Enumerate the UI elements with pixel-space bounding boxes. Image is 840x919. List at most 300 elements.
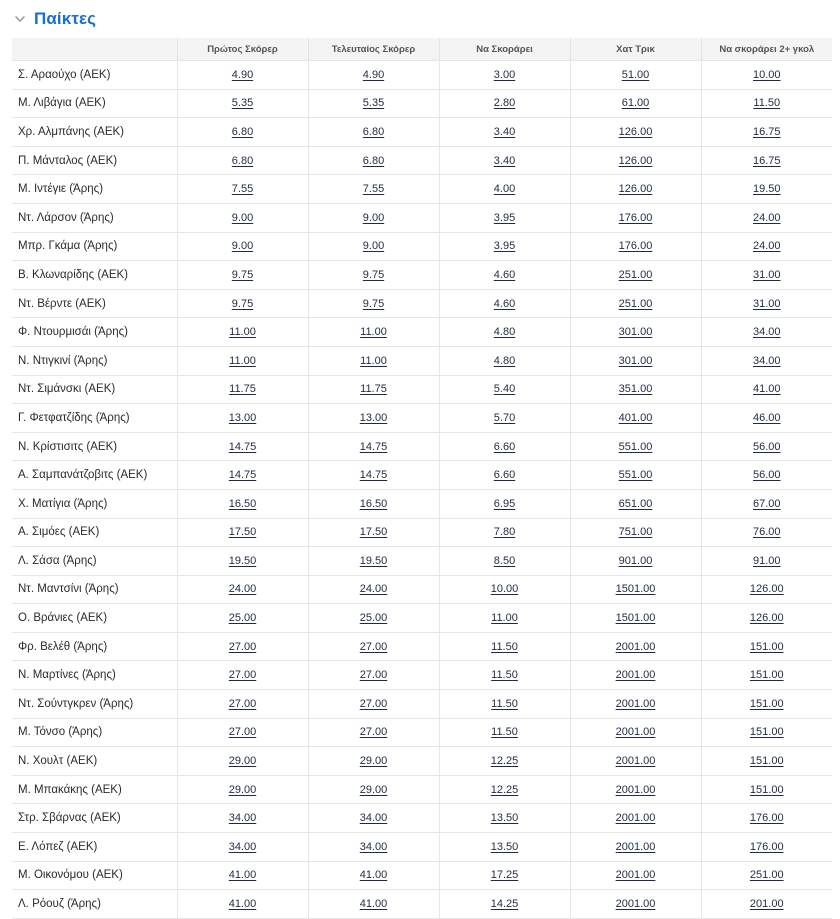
odds-cell	[439, 89, 570, 118]
anytime-scorer-odd[interactable]: 11.50	[491, 669, 518, 682]
first-scorer-odd[interactable]: 27.00	[228, 640, 257, 653]
first-scorer-odd[interactable]: 4.90	[231, 68, 254, 81]
table-row	[12, 146, 832, 175]
hat-trick-odd[interactable]: 1501.00	[615, 583, 656, 596]
two-plus-goals-odd[interactable]: 67.00	[752, 497, 781, 510]
anytime-scorer-odd[interactable]: 11.00	[491, 612, 518, 625]
table-row	[12, 118, 832, 147]
two-plus-goals-odd[interactable]: 24.00	[752, 211, 781, 224]
last-scorer-odd[interactable]: 27.00	[359, 697, 388, 710]
odds-cell	[439, 118, 570, 147]
hat-trick-odd[interactable]: 126.00	[618, 154, 653, 167]
two-plus-goals-odd[interactable]: 56.00	[752, 469, 781, 482]
last-scorer-odd[interactable]: 4.90	[362, 68, 385, 81]
anytime-scorer-odd[interactable]: 5.70	[493, 411, 516, 424]
odds-cell	[701, 404, 832, 433]
first-scorer-odd[interactable]: 6.80	[231, 154, 254, 167]
odds-cell	[439, 318, 570, 347]
last-scorer-odd[interactable]: 7.55	[362, 183, 385, 196]
anytime-scorer-odd[interactable]: 2.80	[493, 97, 516, 110]
odds-cell	[308, 318, 439, 347]
first-scorer-odd[interactable]: 24.00	[228, 583, 257, 596]
first-scorer-odd[interactable]: 41.00	[228, 869, 257, 882]
odds-cell	[177, 432, 308, 461]
odds-cell	[570, 61, 701, 90]
odds-cell	[570, 690, 701, 719]
first-scorer-odd[interactable]: 6.80	[231, 125, 254, 138]
odds-cell	[177, 118, 308, 147]
odds-cell	[701, 375, 832, 404]
odds-cell	[308, 775, 439, 804]
odds-cell	[177, 547, 308, 576]
hat-trick-odd[interactable]: 126.00	[618, 183, 653, 196]
odds-cell	[701, 318, 832, 347]
hat-trick-odd[interactable]: 251.00	[618, 297, 653, 310]
hat-trick-odd[interactable]: 2001.00	[615, 697, 656, 710]
odds-cell	[701, 804, 832, 833]
table-row	[12, 203, 832, 232]
hat-trick-odd[interactable]: 2001.00	[615, 640, 656, 653]
player-name: Ντ. Βέρντε (ΑΕΚ)	[12, 289, 177, 318]
two-plus-goals-odd[interactable]: 41.00	[752, 383, 781, 396]
hat-trick-odd[interactable]: 301.00	[618, 354, 653, 367]
last-scorer-odd[interactable]: 9.00	[362, 240, 385, 253]
odds-cell	[701, 261, 832, 290]
two-plus-goals-odd[interactable]: 10.00	[752, 68, 781, 81]
table-row	[12, 575, 832, 604]
last-scorer-odd[interactable]: 11.00	[360, 326, 387, 339]
odds-cell	[701, 775, 832, 804]
last-scorer-odd[interactable]: 6.80	[362, 125, 385, 138]
odds-cell	[570, 632, 701, 661]
last-scorer-odd[interactable]: 41.00	[359, 898, 388, 911]
player-name: Χ. Ματίγια (Άρης)	[12, 489, 177, 518]
anytime-scorer-odd[interactable]: 4.80	[493, 326, 516, 339]
hat-trick-odd[interactable]: 251.00	[618, 268, 653, 281]
last-scorer-odd[interactable]: 19.50	[359, 554, 388, 567]
hat-trick-odd[interactable]: 751.00	[618, 526, 653, 539]
odds-cell	[177, 489, 308, 518]
anytime-scorer-odd[interactable]: 11.50	[491, 726, 518, 739]
last-scorer-odd[interactable]: 16.50	[359, 497, 388, 510]
first-scorer-odd[interactable]: 13.00	[228, 411, 257, 424]
hat-trick-odd[interactable]: 351.00	[618, 383, 653, 396]
last-scorer-odd[interactable]: 6.80	[362, 154, 385, 167]
first-scorer-odd[interactable]: 11.00	[229, 326, 256, 339]
two-plus-goals-odd[interactable]: 16.75	[752, 125, 781, 138]
last-scorer-odd[interactable]: 13.00	[359, 411, 388, 424]
anytime-scorer-odd[interactable]: 13.50	[490, 840, 519, 853]
odds-cell	[570, 261, 701, 290]
anytime-scorer-odd[interactable]: 17.25	[490, 869, 519, 882]
odds-cell	[570, 518, 701, 547]
anytime-scorer-odd[interactable]: 5.40	[493, 383, 516, 396]
first-scorer-odd[interactable]: 27.00	[228, 669, 257, 682]
two-plus-goals-odd[interactable]: 46.00	[752, 411, 781, 424]
anytime-scorer-odd[interactable]: 8.50	[493, 554, 516, 567]
odds-cell	[570, 747, 701, 776]
anytime-scorer-odd[interactable]: 11.50	[491, 640, 518, 653]
odds-cell	[701, 461, 832, 490]
odds-cell	[439, 289, 570, 318]
odds-cell	[177, 718, 308, 747]
two-plus-goals-odd[interactable]: 126.00	[749, 612, 784, 625]
table-row	[12, 718, 832, 747]
odds-cell	[701, 203, 832, 232]
hat-trick-odd[interactable]: 2001.00	[615, 840, 656, 853]
anytime-scorer-odd[interactable]: 3.40	[493, 154, 516, 167]
first-scorer-odd[interactable]: 29.00	[228, 783, 257, 796]
first-scorer-odd[interactable]: 19.50	[228, 554, 257, 567]
table-row	[12, 261, 832, 290]
last-scorer-odd[interactable]: 14.75	[359, 469, 388, 482]
odds-cell	[177, 318, 308, 347]
first-scorer-odd[interactable]: 14.75	[228, 469, 257, 482]
odds-cell	[439, 432, 570, 461]
odds-cell	[701, 175, 832, 204]
two-plus-goals-odd[interactable]: 34.00	[752, 354, 781, 367]
player-name: Ν. Μαρτίνες (Άρης)	[12, 661, 177, 690]
two-plus-goals-odd[interactable]: 24.00	[752, 240, 781, 253]
player-name: Π. Μάνταλος (ΑΕΚ)	[12, 146, 177, 175]
section-header-players[interactable]	[14, 6, 96, 32]
table-row	[12, 661, 832, 690]
odds-cell	[308, 890, 439, 919]
player-name: Μπρ. Γκάμα (Άρης)	[12, 232, 177, 261]
player-name: Α. Σιμόες (ΑΕΚ)	[12, 518, 177, 547]
odds-cell	[570, 775, 701, 804]
last-scorer-odd[interactable]: 34.00	[359, 812, 388, 825]
odds-cell	[570, 146, 701, 175]
hat-trick-odd[interactable]: 2001.00	[615, 812, 656, 825]
odds-cell	[570, 604, 701, 633]
player-name: Μ. Οικονόμου (ΑΕΚ)	[12, 861, 177, 890]
hat-trick-odd[interactable]: 651.00	[618, 497, 653, 510]
odds-cell	[308, 375, 439, 404]
two-plus-goals-odd[interactable]: 151.00	[749, 755, 784, 768]
odds-cell	[308, 346, 439, 375]
odds-cell	[177, 375, 308, 404]
odds-cell	[177, 89, 308, 118]
odds-cell	[570, 346, 701, 375]
two-plus-goals-odd[interactable]: 11.50	[753, 97, 781, 110]
hat-trick-odd[interactable]: 901.00	[618, 554, 653, 567]
odds-cell	[439, 718, 570, 747]
table-row	[12, 547, 832, 576]
odds-cell	[570, 175, 701, 204]
anytime-scorer-odd[interactable]: 10.00	[490, 583, 519, 596]
two-plus-goals-odd[interactable]: 151.00	[749, 669, 784, 682]
last-scorer-odd[interactable]: 41.00	[359, 869, 388, 882]
player-name: Χρ. Αλμπάνης (ΑΕΚ)	[12, 118, 177, 147]
odds-cell	[177, 632, 308, 661]
odds-cell	[570, 804, 701, 833]
last-scorer-odd[interactable]: 34.00	[359, 840, 388, 853]
odds-cell	[701, 547, 832, 576]
odds-cell	[439, 690, 570, 719]
odds-cell	[570, 461, 701, 490]
two-plus-goals-odd[interactable]: 126.00	[749, 583, 784, 596]
odds-cell	[308, 118, 439, 147]
table-row	[12, 690, 832, 719]
last-scorer-odd[interactable]: 9.75	[362, 268, 385, 281]
odds-cell	[439, 346, 570, 375]
last-scorer-odd[interactable]: 11.00	[360, 354, 387, 367]
first-scorer-odd[interactable]: 7.55	[231, 183, 254, 196]
two-plus-goals-odd[interactable]: 76.00	[752, 526, 781, 539]
odds-cell	[308, 604, 439, 633]
odds-cell	[570, 375, 701, 404]
first-scorer-odd[interactable]: 34.00	[228, 812, 257, 825]
anytime-scorer-odd[interactable]: 6.60	[493, 440, 516, 453]
odds-cell	[570, 547, 701, 576]
anytime-scorer-odd[interactable]: 11.50	[491, 697, 518, 710]
player-name: Α. Σαμπανάτζοβιτς (ΑΕΚ)	[12, 461, 177, 490]
odds-cell	[308, 175, 439, 204]
odds-cell	[701, 232, 832, 261]
odds-cell	[570, 318, 701, 347]
player-name: Μ. Τόνσο (Άρης)	[12, 718, 177, 747]
odds-cell	[570, 118, 701, 147]
odds-cell	[177, 146, 308, 175]
player-name: Μ. Μπακάκης (ΑΕΚ)	[12, 775, 177, 804]
first-scorer-odd[interactable]: 16.50	[228, 497, 257, 510]
anytime-scorer-odd[interactable]: 12.25	[490, 783, 519, 796]
table-row	[12, 489, 832, 518]
odds-cell	[439, 661, 570, 690]
odds-cell	[308, 489, 439, 518]
odds-cell	[701, 575, 832, 604]
first-scorer-odd[interactable]: 11.75	[229, 383, 256, 396]
table-row	[12, 61, 832, 90]
odds-cell	[308, 690, 439, 719]
hat-trick-odd[interactable]: 401.00	[618, 411, 653, 424]
two-plus-goals-odd[interactable]: 56.00	[752, 440, 781, 453]
last-scorer-odd[interactable]: 9.00	[362, 211, 385, 224]
odds-cell	[177, 861, 308, 890]
two-plus-goals-odd[interactable]: 31.00	[752, 297, 781, 310]
anytime-scorer-odd[interactable]: 3.95	[493, 211, 516, 224]
first-scorer-odd[interactable]: 27.00	[228, 726, 257, 739]
table-row	[12, 604, 832, 633]
odds-cell	[570, 489, 701, 518]
anytime-scorer-odd[interactable]: 4.00	[493, 183, 516, 196]
odds-cell	[439, 261, 570, 290]
first-scorer-odd[interactable]: 11.00	[229, 354, 256, 367]
odds-cell	[439, 489, 570, 518]
two-plus-goals-odd[interactable]: 151.00	[749, 640, 784, 653]
last-scorer-odd[interactable]: 27.00	[359, 669, 388, 682]
table-row	[12, 518, 832, 547]
anytime-scorer-odd[interactable]: 14.25	[490, 898, 519, 911]
column-header-two-plus-goals: Να σκοράρει 2+ γκολ	[701, 38, 832, 61]
hat-trick-odd[interactable]: 1501.00	[615, 612, 656, 625]
odds-cell	[308, 261, 439, 290]
table-row	[12, 346, 832, 375]
two-plus-goals-odd[interactable]: 19.50	[752, 183, 781, 196]
odds-cell	[439, 146, 570, 175]
hat-trick-odd[interactable]: 2001.00	[615, 669, 656, 682]
odds-cell	[570, 89, 701, 118]
player-name: Ντ. Σιμάνσκι (ΑΕΚ)	[12, 375, 177, 404]
odds-cell	[177, 404, 308, 433]
last-scorer-odd[interactable]: 24.00	[359, 583, 388, 596]
two-plus-goals-odd[interactable]: 176.00	[749, 812, 784, 825]
first-scorer-odd[interactable]: 9.00	[231, 211, 254, 224]
table-row	[12, 804, 832, 833]
odds-cell	[177, 461, 308, 490]
player-name: Ντ. Μαντσίνι (Άρης)	[12, 575, 177, 604]
last-scorer-odd[interactable]: 11.75	[360, 383, 387, 396]
first-scorer-odd[interactable]: 25.00	[228, 612, 257, 625]
odds-cell	[308, 861, 439, 890]
first-scorer-odd[interactable]: 14.75	[228, 440, 257, 453]
anytime-scorer-odd[interactable]: 12.25	[490, 755, 519, 768]
two-plus-goals-odd[interactable]: 91.00	[752, 554, 781, 567]
odds-cell	[308, 432, 439, 461]
last-scorer-odd[interactable]: 25.00	[359, 612, 388, 625]
first-scorer-odd[interactable]: 17.50	[228, 526, 257, 539]
section-title: Παίκτες	[34, 9, 97, 28]
table-header-row	[12, 38, 832, 61]
anytime-scorer-odd[interactable]: 13.50	[490, 812, 519, 825]
odds-cell	[308, 747, 439, 776]
player-name: Ν. Χουλτ (ΑΕΚ)	[12, 747, 177, 776]
anytime-scorer-odd[interactable]: 6.60	[493, 469, 516, 482]
odds-cell	[177, 261, 308, 290]
odds-cell	[308, 232, 439, 261]
hat-trick-odd[interactable]: 2001.00	[615, 783, 656, 796]
first-scorer-odd[interactable]: 5.35	[231, 97, 254, 110]
two-plus-goals-odd[interactable]: 151.00	[749, 726, 784, 739]
last-scorer-odd[interactable]: 5.35	[362, 97, 385, 110]
two-plus-goals-odd[interactable]: 31.00	[752, 268, 781, 281]
first-scorer-odd[interactable]: 9.75	[231, 268, 254, 281]
last-scorer-odd[interactable]: 14.75	[359, 440, 388, 453]
odds-cell	[701, 346, 832, 375]
anytime-scorer-odd[interactable]: 4.60	[493, 297, 516, 310]
odds-cell	[701, 890, 832, 919]
anytime-scorer-odd[interactable]: 3.00	[493, 68, 516, 81]
hat-trick-odd[interactable]: 2001.00	[615, 755, 656, 768]
hat-trick-odd[interactable]: 61.00	[621, 97, 650, 110]
player-name: Ν. Ντιγκινί (Άρης)	[12, 346, 177, 375]
odds-cell	[439, 461, 570, 490]
table-row	[12, 175, 832, 204]
player-name: Β. Κλωναρίδης (ΑΕΚ)	[12, 261, 177, 290]
player-name: Μ. Λιβάγια (ΑΕΚ)	[12, 89, 177, 118]
anytime-scorer-odd[interactable]: 3.40	[493, 125, 516, 138]
table-row	[12, 861, 832, 890]
odds-cell	[177, 604, 308, 633]
first-scorer-odd[interactable]: 34.00	[228, 840, 257, 853]
table-row	[12, 775, 832, 804]
odds-cell	[308, 89, 439, 118]
first-scorer-odd[interactable]: 27.00	[228, 697, 257, 710]
first-scorer-odd[interactable]: 41.00	[228, 898, 257, 911]
odds-cell	[701, 833, 832, 862]
odds-cell	[439, 775, 570, 804]
last-scorer-odd[interactable]: 9.75	[362, 297, 385, 310]
odds-cell	[701, 118, 832, 147]
two-plus-goals-odd[interactable]: 151.00	[749, 697, 784, 710]
player-name: Ντ. Σούντγκρεν (Άρης)	[12, 690, 177, 719]
last-scorer-odd[interactable]: 17.50	[359, 526, 388, 539]
hat-trick-odd[interactable]: 551.00	[618, 469, 653, 482]
odds-cell	[439, 747, 570, 776]
two-plus-goals-odd[interactable]: 151.00	[749, 783, 784, 796]
first-scorer-odd[interactable]: 29.00	[228, 755, 257, 768]
two-plus-goals-odd[interactable]: 201.00	[749, 898, 784, 911]
odds-cell	[439, 833, 570, 862]
player-name: Λ. Ρόουζ (Άρης)	[12, 890, 177, 919]
hat-trick-odd[interactable]: 2001.00	[615, 898, 656, 911]
odds-cell	[308, 661, 439, 690]
hat-trick-odd[interactable]: 2001.00	[615, 869, 656, 882]
anytime-scorer-odd[interactable]: 7.80	[493, 526, 516, 539]
hat-trick-odd[interactable]: 2001.00	[615, 726, 656, 739]
player-name: Ντ. Λάρσον (Άρης)	[12, 203, 177, 232]
table-row	[12, 833, 832, 862]
hat-trick-odd[interactable]: 551.00	[618, 440, 653, 453]
odds-cell	[701, 718, 832, 747]
odds-cell	[439, 547, 570, 576]
two-plus-goals-odd[interactable]: 16.75	[752, 154, 781, 167]
odds-cell	[701, 432, 832, 461]
anytime-scorer-odd[interactable]: 4.80	[493, 354, 516, 367]
table-row	[12, 289, 832, 318]
odds-cell	[177, 575, 308, 604]
odds-cell	[701, 289, 832, 318]
odds-cell	[177, 61, 308, 90]
last-scorer-odd[interactable]: 27.00	[359, 640, 388, 653]
odds-cell	[177, 833, 308, 862]
hat-trick-odd[interactable]: 176.00	[618, 240, 653, 253]
last-scorer-odd[interactable]: 29.00	[359, 755, 388, 768]
two-plus-goals-odd[interactable]: 176.00	[749, 840, 784, 853]
odds-cell	[439, 890, 570, 919]
hat-trick-odd[interactable]: 301.00	[618, 326, 653, 339]
last-scorer-odd[interactable]: 29.00	[359, 783, 388, 796]
odds-cell	[701, 661, 832, 690]
odds-cell	[308, 146, 439, 175]
table-row	[12, 461, 832, 490]
hat-trick-odd[interactable]: 176.00	[618, 211, 653, 224]
anytime-scorer-odd[interactable]: 3.95	[493, 240, 516, 253]
hat-trick-odd[interactable]: 51.00	[621, 68, 650, 81]
odds-cell	[177, 232, 308, 261]
odds-cell	[570, 232, 701, 261]
first-scorer-odd[interactable]: 9.75	[231, 297, 254, 310]
player-name: Ε. Λόπεζ (ΑΕΚ)	[12, 833, 177, 862]
table-row	[12, 632, 832, 661]
first-scorer-odd[interactable]: 9.00	[231, 240, 254, 253]
odds-cell	[701, 489, 832, 518]
hat-trick-odd[interactable]: 126.00	[618, 125, 653, 138]
odds-cell	[308, 547, 439, 576]
odds-cell	[439, 604, 570, 633]
last-scorer-odd[interactable]: 27.00	[359, 726, 388, 739]
column-header-anytime-scorer: Να Σκοράρει	[439, 38, 570, 61]
odds-cell	[701, 604, 832, 633]
odds-cell	[570, 890, 701, 919]
odds-cell	[308, 518, 439, 547]
chevron-down-icon	[14, 13, 26, 25]
anytime-scorer-odd[interactable]: 4.60	[493, 268, 516, 281]
two-plus-goals-odd[interactable]: 251.00	[749, 869, 784, 882]
two-plus-goals-odd[interactable]: 34.00	[752, 326, 781, 339]
anytime-scorer-odd[interactable]: 6.95	[493, 497, 516, 510]
